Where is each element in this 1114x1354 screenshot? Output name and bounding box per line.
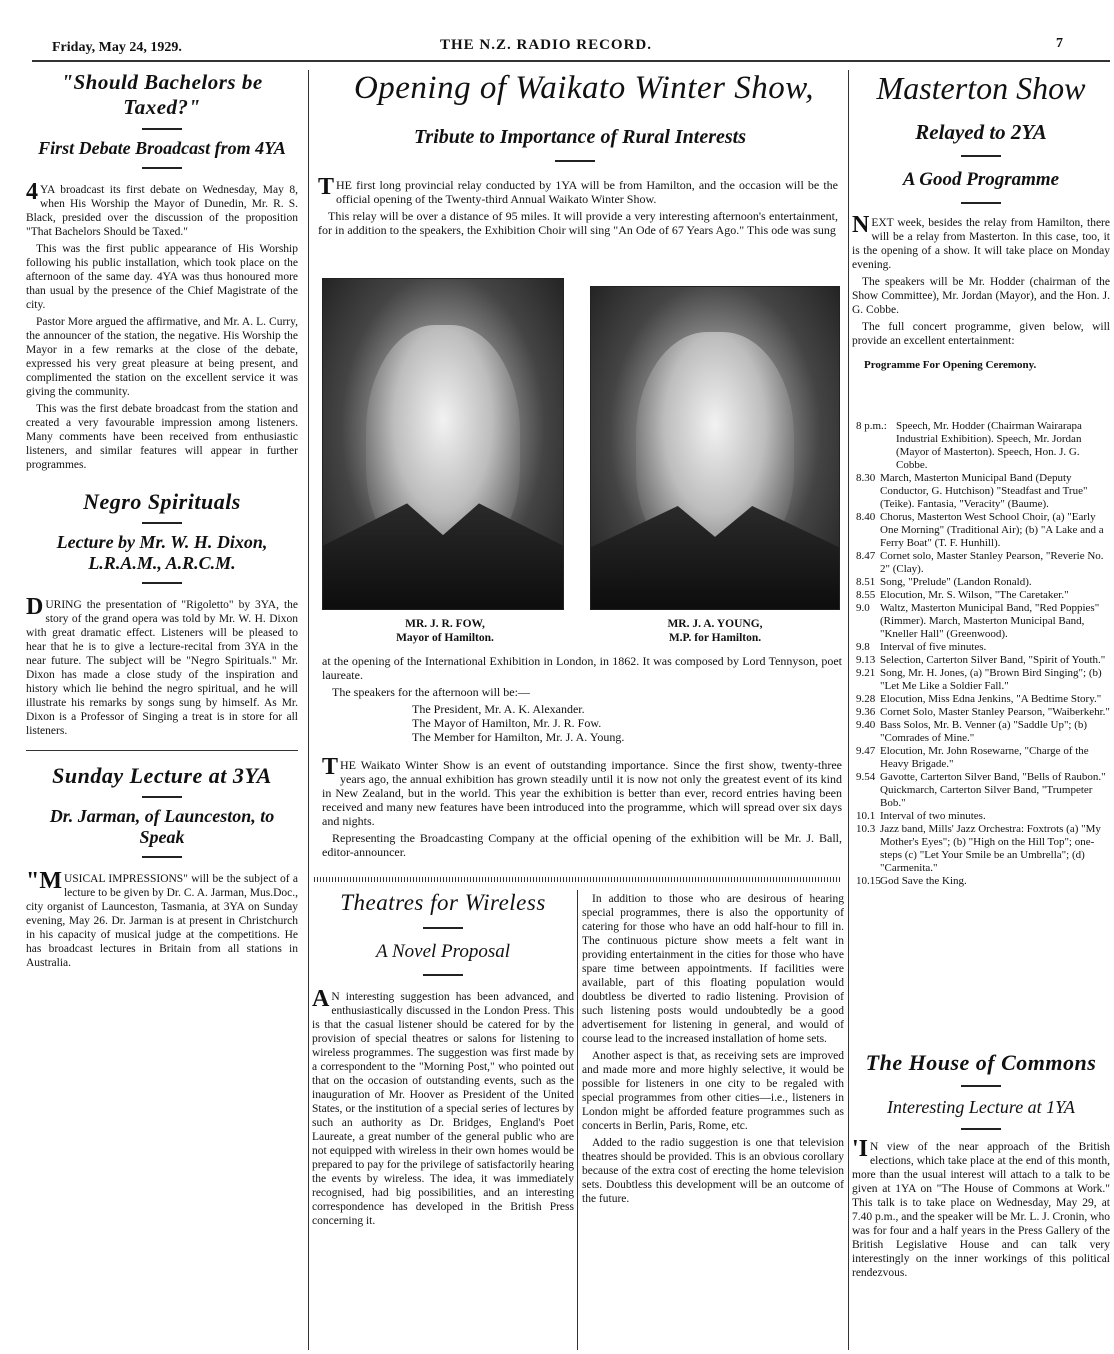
programme-text: March, Masterton Municipal Band (Deputy Conductor, G. Hutchison) "Steadfast and True" (Teike). Fantasia, "Veracity" (Baume). bbox=[880, 472, 1088, 510]
programme-item bbox=[856, 875, 1110, 888]
spirituals-subtitle: Lecture by Mr. W. H. Dixon, L.R.A.M., A.R.C.M. bbox=[56, 532, 268, 573]
waikato-intro bbox=[318, 174, 838, 240]
column-rule bbox=[848, 70, 849, 1350]
programme-text: God Save the King. bbox=[880, 875, 967, 887]
commons-article bbox=[852, 1050, 1110, 1283]
programme-text: Waltz, Masterton Municipal Band, "Red Poppies" (Rimmer). March, Masterton Municipal Band, "Kneller Hall" (Greenwood). bbox=[880, 602, 1100, 640]
bachelors-p1: YA broadcast its first debate on Wednesday, May 8, when His Worship the Mayor of Dunedin, Mr. R. S. Black, presided over the discussion of the proposition "That Bachelors Should be Taxed." bbox=[26, 184, 298, 238]
waikato-p2: This relay will be over a distance of 95 miles. It will provide a very interesting afternoon's entertainment, for in addition to the speakers, the Exhibition Choir will sing "An Ode of 67 Years Ago." This ode was sung bbox=[318, 209, 838, 237]
programme-item bbox=[856, 550, 1110, 576]
programme-text: Selection, Carterton Silver Band, "Spirit of Youth." bbox=[880, 654, 1106, 666]
bachelors-title: "Should Bachelors be Taxed?" bbox=[61, 70, 263, 119]
sunday-subtitle: Dr. Jarman, of Launceston, to Speak bbox=[49, 806, 275, 847]
section-divider bbox=[26, 750, 298, 751]
portrait-young bbox=[590, 286, 840, 610]
programme-time: 9.54 bbox=[856, 771, 876, 783]
masthead-title: THE N.Z. RADIO RECORD. bbox=[440, 37, 653, 53]
speaker-item: The Mayor of Hamilton, Mr. J. R. Fow. bbox=[412, 716, 602, 730]
title-rule bbox=[423, 927, 463, 929]
programme-text: Song, "Prelude" (Landon Ronald). bbox=[880, 576, 1032, 588]
theatres-subtitle: A Novel Proposal bbox=[375, 941, 511, 962]
programme-text: Elocution, Mr. S. Wilson, "The Caretaker." bbox=[880, 589, 1069, 601]
subtitle-rule bbox=[423, 974, 463, 976]
programme-time: 8.51 bbox=[856, 576, 876, 588]
dropcap: T bbox=[322, 754, 339, 780]
subtitle-rule bbox=[142, 856, 182, 858]
theatres-p2: In addition to those who are desirous of hearing special programmes, there is also the opportunity of catering for those who have an odd half-hour to fill in. The continuous picture show meets a felt want in providing entertainment in the cities for those who have spare time between appointments. If facilities were available, part of this floating population would doubtless be diverted to radio listening. Provision of such listening posts would undoubtedly be a good advertisement for listening in general, and would of course lead to the increased installation of home sets. bbox=[582, 893, 844, 1045]
spirituals-p1: URING the presentation of "Rigoletto" by 3YA, the story of the grand opera was told by Mr. W. H. Dixon with great dramatic effect. Listeners will be pleased to hear that he is to give a lecture-recital from 3YA in the near future. The subject will be "Negro Spirituals." Mr. Dixon has made a close study of the inspiration and history which lie behind the negro spiritual, and he will illustrate his remarks by songs sung by himself. As Mr. Dixon is a Professor of Singing a treat is in store for all listeners. bbox=[26, 599, 298, 737]
programme-item bbox=[856, 576, 1110, 589]
page-number: 7 bbox=[1056, 36, 1063, 51]
waikato-p3: at the opening of the International Exhibition in London, in 1862. It was composed by Lord Tennyson, poet laureate. bbox=[322, 654, 842, 682]
dropcap: N bbox=[852, 212, 870, 238]
programme-item bbox=[856, 589, 1110, 602]
caption-name: MR. J. A. YOUNG, bbox=[667, 618, 763, 630]
bachelors-p3: Pastor More argued the affirmative, and Mr. A. L. Curry, the announcer of the station, the negative. His Worship the Mayor in a few remarks at the close of the debate, expressed his very great pleasure at being present, and complimented the station on the excellent service it was giving the community. bbox=[26, 316, 298, 398]
programme-time: 8.55 bbox=[856, 589, 876, 601]
programme-text: Jazz band, Mills' Jazz Orchestra: Foxtrots (a) "My Mother's Eyes"; (b) "High on the Hill Top"; one-steps (c) "Let Your Smile be an Umbrella"; (d) "Carmenita." bbox=[880, 823, 1101, 874]
speaker-item: The President, Mr. A. K. Alexander. bbox=[412, 702, 585, 716]
programme-item bbox=[856, 771, 1110, 810]
commons-title: The House of Commons bbox=[865, 1050, 1097, 1075]
waikato-title: Opening of Waikato Winter Show, bbox=[353, 70, 815, 106]
masterton-p2: The speakers will be Mr. Hodder (chairman of the Show Committee), Mr. Jordan (Mayor), and the Hon. J. G. Cobbe. bbox=[852, 276, 1110, 316]
sunday-p1: USICAL IMPRESSIONS" will be the subject of a lecture to be given by Dr. C. A. Jarman, Mus.Doc., city organist of Launceston, Tasmania, at 3YA on Sunday evening, May 26. Dr. Jarman is at present in Christchurch in his capacity of musical judge at the competitions. He has broadcast lectures in Britain from all stations in Australia. bbox=[26, 873, 298, 969]
programme-item bbox=[856, 706, 1110, 719]
programme-text: Bass Solos, Mr. B. Venner (a) "Saddle Up"; (b) "Comrades of Mine." bbox=[880, 719, 1088, 744]
programme-time: 10.1 bbox=[856, 810, 876, 822]
theatres-p4: Added to the radio suggestion is one that television theatres should be provided. This is an obvious corollary because of the extra cost of erecting the home television sets. Doubtless this development will be an outcome of the future. bbox=[582, 1137, 844, 1205]
programme-item bbox=[856, 719, 1110, 745]
programme-title: Programme For Opening Ceremony. bbox=[864, 359, 1037, 371]
masterton-subtitle-1: Relayed to 2YA bbox=[915, 120, 1047, 144]
caption-young bbox=[610, 617, 820, 645]
bachelors-article bbox=[26, 70, 298, 973]
waikato-p4: The speakers for the afternoon will be:— bbox=[332, 685, 530, 699]
programme-text: Interval of five minutes. bbox=[880, 641, 987, 653]
sunday-title: Sunday Lecture at 3YA bbox=[52, 763, 272, 788]
masterton-p3: The full concert programme, given below, will provide an excellent entertainment: bbox=[852, 321, 1110, 347]
theatres-p3: Another aspect is that, as receiving sets are improved and made more and more highly selective, it would be possible for listeners in one city to be regaled with special programmes from other cities—i.e., listeners in London might be afforded feature programmes such as concerts in Berlin, Paris, Rome, etc. bbox=[582, 1050, 844, 1132]
title-rule bbox=[142, 796, 182, 798]
dotted-divider bbox=[314, 877, 842, 882]
bachelors-subtitle: First Debate Broadcast from 4YA bbox=[38, 138, 286, 158]
programme-text: Cornet Solo, Master Stanley Pearson, "Waiberkehr." bbox=[880, 706, 1110, 718]
bachelors-p4: This was the first debate broadcast from the station and created a very favourable impression among listeners. Many comments have been received from enthusiastic listeners, and similar features will appear in further programmes. bbox=[26, 403, 298, 471]
masterton-title: Masterton Show bbox=[876, 70, 1086, 106]
programme-time: 10.3 bbox=[856, 823, 876, 835]
subtitle-rule bbox=[142, 582, 182, 584]
waikato-p5: HE Waikato Winter Show is an event of outstanding importance. Since the first show, twenty-three years ago, the annual exhibition has grown steadily until it is now not only the greatest event of its kind in New Zealand, but in the world. This year the exhibition is better than ever, record entries having been received and many new features have been introduced into the programme, which will spread over six days and nights. bbox=[322, 758, 842, 828]
header-rule bbox=[32, 60, 1110, 62]
programme-time: 8.30 bbox=[856, 472, 876, 484]
programme-time: 9.13 bbox=[856, 654, 876, 666]
commons-subtitle: Interesting Lecture at 1YA bbox=[887, 1097, 1075, 1117]
subtitle-rule bbox=[961, 155, 1001, 157]
bachelors-p2: This was the first public appearance of His Worship following his public installation, which took place on the afternoon of the same day. 4YA was thus honoured more than usual by the presence of the Chief Magistrate of the city. bbox=[26, 243, 298, 311]
waikato-p1: HE first long provincial relay conducted by 1YA will be from Hamilton, and the occasion will be the official opening of the Twenty-third Annual Waikato Winter Show. bbox=[336, 178, 838, 206]
speaker-list bbox=[322, 702, 842, 744]
programme-item bbox=[856, 654, 1110, 667]
programme-item bbox=[856, 810, 1110, 823]
spirituals-title: Negro Spirituals bbox=[83, 489, 241, 514]
programme-text: Interval of two minutes. bbox=[880, 810, 986, 822]
theatres-title: Theatres for Wireless bbox=[340, 890, 546, 915]
programme-text: Speech, Mr. Hodder (Chairman Wairarapa Industrial Exhibition). Speech, Mr. Jordan (Mayor of Masterton). Speech, Hon. J. G. Cobbe. bbox=[896, 420, 1082, 471]
speaker-item: The Member for Hamilton, Mr. J. A. Young. bbox=[412, 730, 625, 744]
programme-time: 9.0 bbox=[856, 602, 870, 614]
title-rule bbox=[142, 522, 182, 524]
programme-time: 9.36 bbox=[856, 706, 876, 718]
programme-time: 8.40 bbox=[856, 511, 876, 523]
column-rule bbox=[577, 890, 578, 1350]
portrait-fow bbox=[322, 278, 564, 610]
dropcap: A bbox=[312, 986, 330, 1012]
subtitle-rule bbox=[142, 167, 182, 169]
masterton-p1: EXT week, besides the relay from Hamilton, there will be a relay from Masterton. In this case, too, it is the opening of a show. It will take place on Monday evening. bbox=[852, 217, 1110, 271]
programme-item bbox=[856, 823, 1110, 875]
caption-name: MR. J. R. FOW, bbox=[405, 618, 485, 630]
dropcap: 4 bbox=[26, 179, 38, 205]
programme-time: 8.47 bbox=[856, 550, 876, 562]
dropcap: "M bbox=[26, 868, 62, 894]
caption-fow bbox=[340, 617, 550, 645]
programme-time: 8 p.m.: bbox=[856, 420, 887, 432]
programme-time: 9.8 bbox=[856, 641, 870, 653]
masterton-article bbox=[852, 122, 1110, 376]
programme-text: Cornet solo, Master Stanley Pearson, "Reverie No. 2" (Clay). bbox=[880, 550, 1104, 575]
programme-list bbox=[856, 420, 1110, 888]
issue-date: Friday, May 24, 1929. bbox=[52, 40, 182, 55]
programme-item bbox=[856, 693, 1110, 706]
programme-item bbox=[856, 420, 1110, 472]
commons-p1: N view of the near approach of the British elections, which take place at the end of this month, more than the usual interest will attach to a talk to be given at 1YA on "The House of Commons at Work." This talk is to take place on Wednesday, May 29, at 7.40 p.m., and the speaker will be Mr. L. J. Cronin, who was for four and a half years in the Press Gallery of the British Legislative House and can talk very interestingly on the inner workings of this political rendezvous. bbox=[852, 1141, 1110, 1279]
theatres-col-1 bbox=[312, 890, 574, 1231]
dropcap: D bbox=[26, 594, 44, 620]
dropcap: T bbox=[318, 174, 335, 200]
title-rule bbox=[142, 128, 182, 130]
caption-role: M.P. for Hamilton. bbox=[668, 632, 762, 644]
programme-item bbox=[856, 472, 1110, 511]
programme-text: Elocution, Mr. John Rosewarne, "Charge of the Heavy Brigade." bbox=[880, 745, 1089, 770]
programme-time: 9.40 bbox=[856, 719, 876, 731]
programme-item bbox=[856, 602, 1110, 641]
dropcap: 'I bbox=[852, 1136, 869, 1162]
programme-text: Elocution, Miss Edna Jenkins, "A Bedtime Story." bbox=[880, 693, 1102, 705]
caption-role: Mayor of Hamilton. bbox=[396, 632, 494, 644]
programme-text: Gavotte, Carterton Silver Band, "Bells of Raubon." Quickmarch, Carterton Silver Band, "Trumpeter Bob." bbox=[880, 771, 1106, 809]
programme-text: Song, Mr. H. Jones, (a) "Brown Bird Singing"; (b) "Let Me Like a Soldier Fall." bbox=[880, 667, 1102, 692]
programme-item bbox=[856, 745, 1110, 771]
theatres-p1: N interesting suggestion has been advanced, and enthusiastically discussed in the London Press. This is that the casual listener should be catered for by the provision of special theatres or salons for listening to wireless programmes. The suggestion was first made by a correspondent to the "Morning Post," who pointed out that on the occasion of outstanding events, such as the inauguration of Mr. Hoover as President of the United States, or the institution of a special series of lectures by such an authority as Dr. Bridges, England's Poet Laureate, a great number of the general public who are not equipped with wireless in their own homes would be prepared to pay for the privilege of satisfactorily hearing the events by wireless. The idea, it was immediately recognised, had big possibilities, and an interesting correspondence has developed in the British Press concerning it. bbox=[312, 991, 574, 1227]
programme-item bbox=[856, 641, 1110, 654]
column-rule bbox=[308, 70, 309, 1350]
masterton-subtitle-2: A Good Programme bbox=[902, 169, 1060, 190]
programme-item bbox=[856, 667, 1110, 693]
subtitle-rule bbox=[555, 160, 595, 162]
programme-time: 9.21 bbox=[856, 667, 876, 679]
subtitle-rule bbox=[961, 202, 1001, 204]
subtitle-rule bbox=[961, 1128, 1001, 1130]
title-rule bbox=[961, 1085, 1001, 1087]
waikato-p6: Representing the Broadcasting Company at the official opening of the exhibition will be Mr. J. Ball, editor-announcer. bbox=[322, 831, 842, 859]
programme-time: 10.15 bbox=[856, 875, 881, 887]
programme-time: 9.28 bbox=[856, 693, 876, 705]
programme-time: 9.47 bbox=[856, 745, 876, 757]
theatres-col-2 bbox=[582, 892, 844, 1209]
waikato-body bbox=[322, 654, 842, 862]
programme-item bbox=[856, 511, 1110, 550]
programme-text: Chorus, Masterton West School Choir, (a) "Early One Morning" (Traditional Air); (b) "A Lake and a Ferry Boat" (T. F. Hunhill). bbox=[880, 511, 1104, 549]
waikato-subtitle: Tribute to Importance of Rural Interests bbox=[413, 126, 747, 148]
